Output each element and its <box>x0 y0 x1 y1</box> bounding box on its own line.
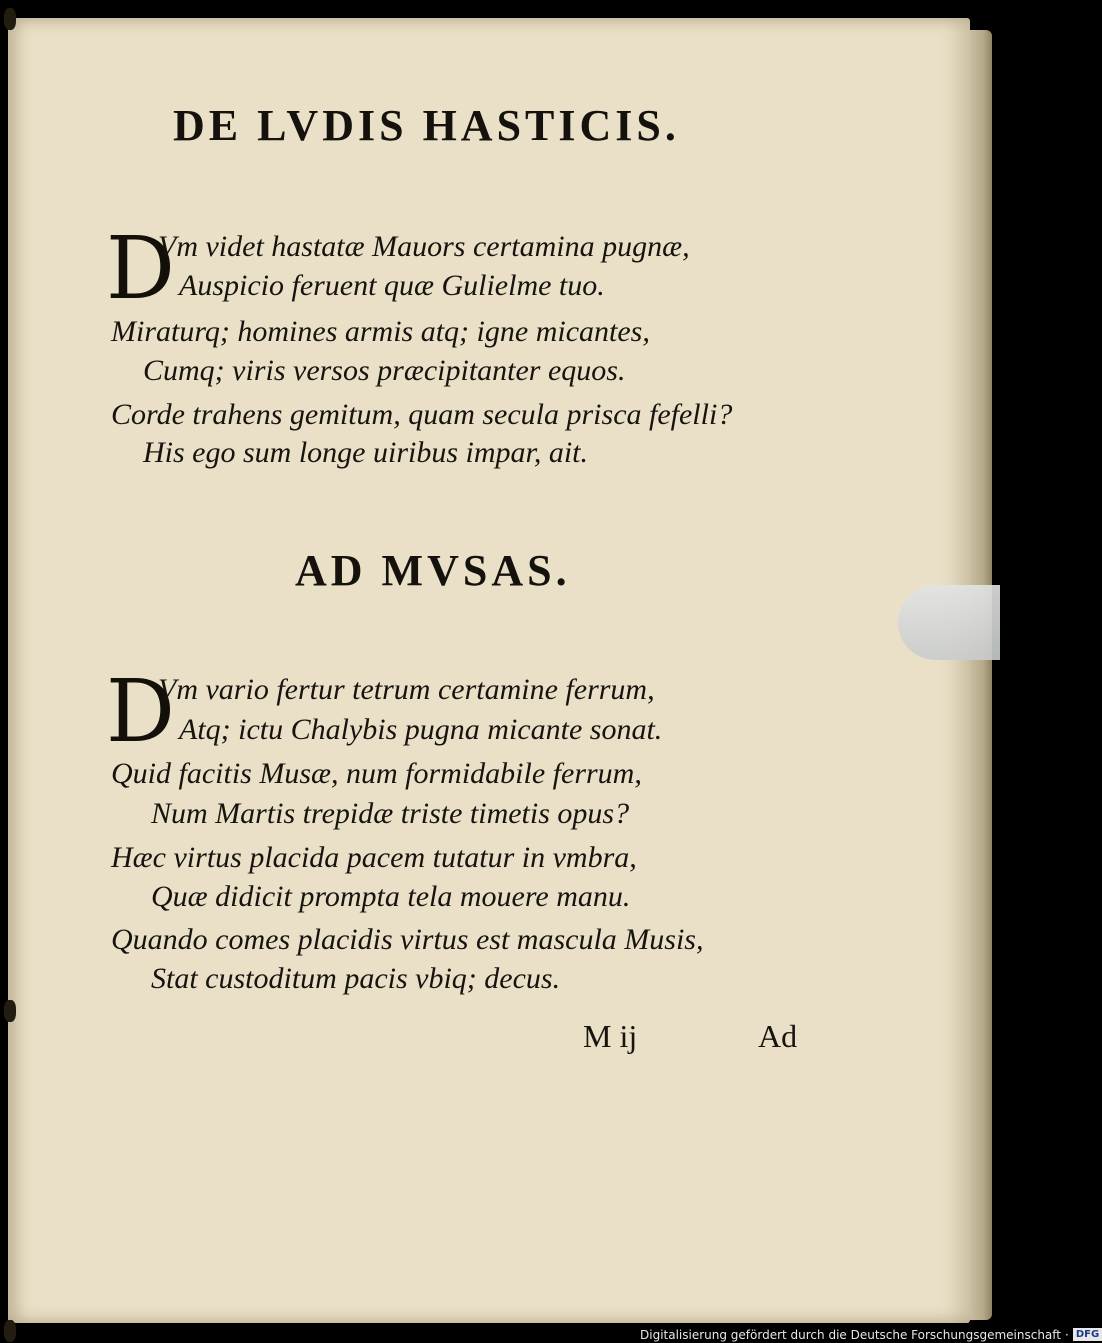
poem2-line-5: Hæc virtus placida pacem tutatur in vmbra, <box>111 841 637 874</box>
footer-separator: · <box>1065 1327 1069 1342</box>
poem1-line-3: Miraturq; homines armis atq; igne micantes, <box>111 315 650 348</box>
poem1-line-1: Vm videt hastatæ Mauors certamina pugnæ, <box>158 230 690 263</box>
footer-text: Digitalisierung gefördert durch die Deutsche Forschungsgemeinschaft <box>640 1327 1062 1342</box>
heading-de-ludis-hasticis: DE LVDIS HASTICIS. <box>173 101 680 150</box>
dropcap-poem1: D <box>106 219 175 319</box>
poem2-line-1: Vm vario fertur tetrum certamine ferrum, <box>158 673 655 706</box>
bookmark-tab <box>898 585 1000 660</box>
poem2-line-6: Quæ didicit prompta tela mouere manu. <box>151 880 631 913</box>
catchword: Ad <box>758 1018 798 1054</box>
poem2-line-4: Num Martis trepidæ triste timetis opus? <box>151 797 630 830</box>
page-edge <box>970 30 992 1320</box>
bleed-through <box>118 168 128 203</box>
binding-hole-middle <box>4 1000 16 1022</box>
poem1-line-4: Cumq; viris versos præcipitanter equos. <box>143 354 626 387</box>
dropcap-poem2: D <box>106 662 175 762</box>
poem2-line-8: Stat custoditum pacis vbiq; decus. <box>151 962 561 995</box>
book-page <box>8 18 970 1323</box>
poem2-line-2: Atq; ictu Chalybis pugna micante sonat. <box>179 713 663 746</box>
poem2-line-7: Quando comes placidis virtus est mascula Musis, <box>111 923 704 956</box>
footer-credit <box>640 1326 1102 1343</box>
poem1-line-6: His ego sum longe uiribus impar, ait. <box>143 436 589 469</box>
dfg-logo-icon: DFG <box>1073 1328 1102 1341</box>
binding-hole-top <box>4 8 16 30</box>
binding-hole-bottom <box>4 1320 16 1342</box>
signature-mark: M ij <box>583 1018 638 1054</box>
heading-ad-musas: AD MVSAS. <box>295 546 571 595</box>
poem1-line-5: Corde trahens gemitum, quam secula prisca fefelli? <box>111 398 733 431</box>
poem2-line-3: Quid facitis Musæ, num formidabile ferrum, <box>111 757 642 790</box>
poem1-line-2: Auspicio feruent quæ Gulielme tuo. <box>179 269 605 302</box>
